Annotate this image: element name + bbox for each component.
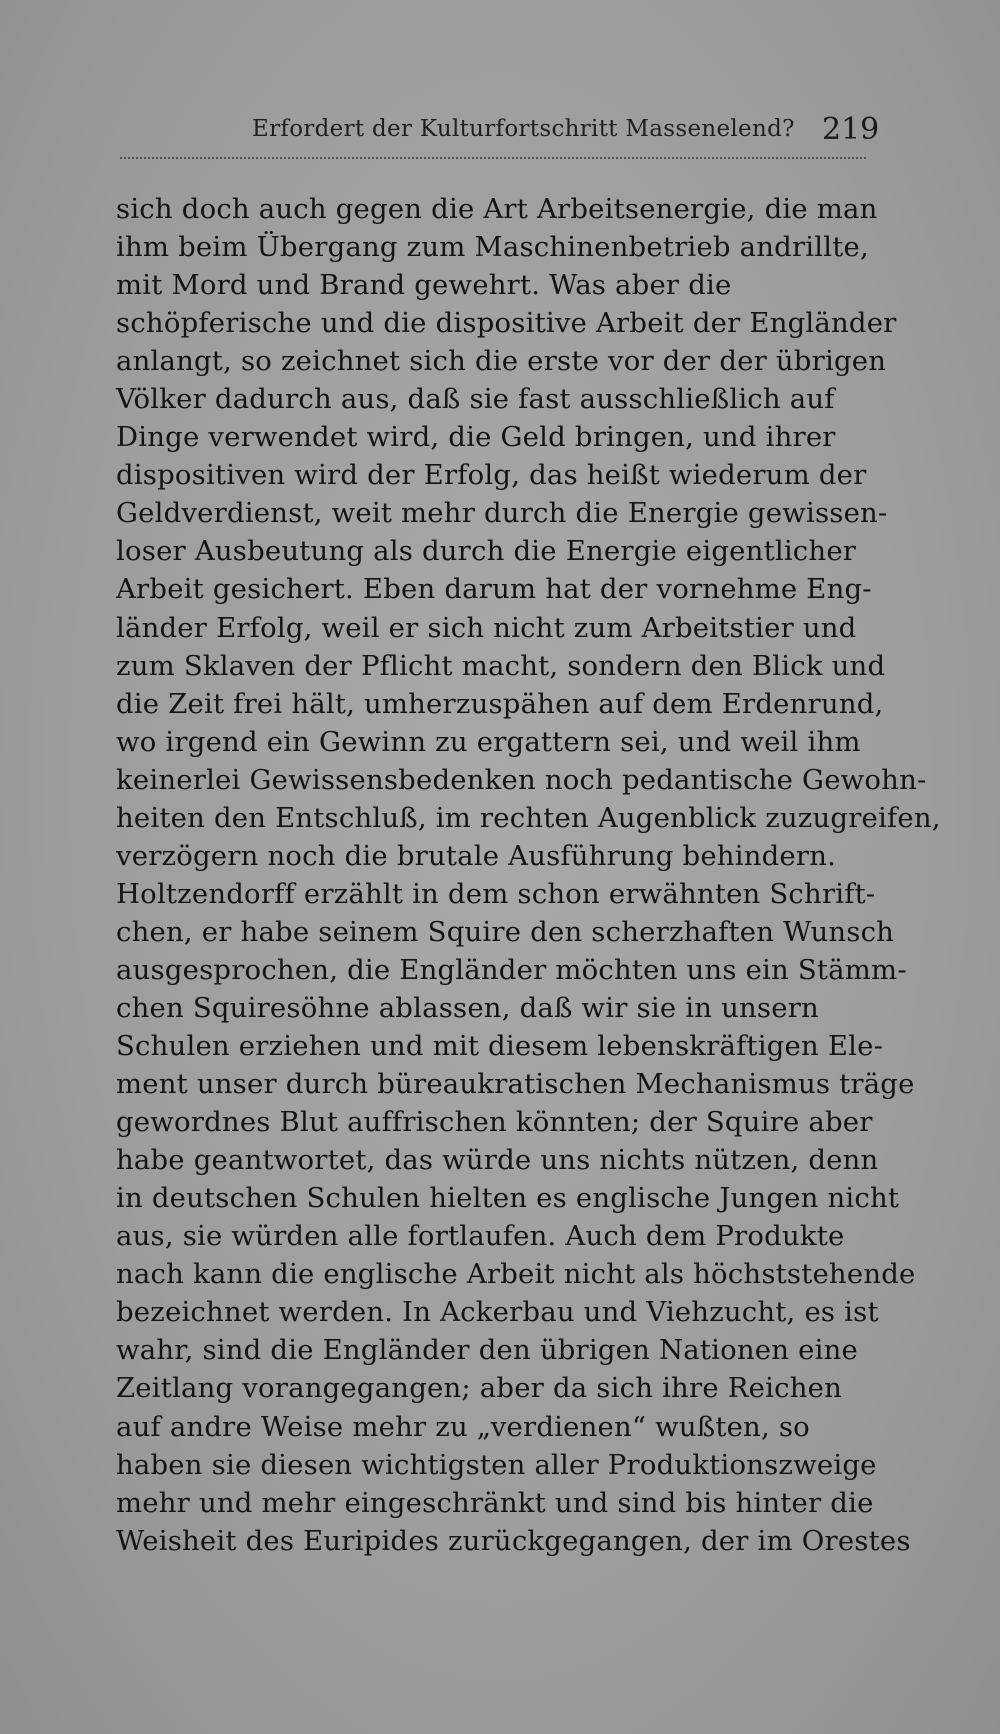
text-line: Geldverdienst, weit mehr durch die Energie gewissen- (116, 497, 888, 530)
text-line: habe geantwortet, das würde uns nichts nützen, denn (116, 1144, 879, 1177)
text-line: chen, er habe seinem Squire den scherzhaften Wunsch (116, 915, 895, 948)
text-line: wahr, sind die Engländer den übrigen Nationen eine (116, 1334, 858, 1367)
text-line: zum Sklaven der Pflicht macht, sondern den Blick und (116, 649, 886, 682)
text-line: wo irgend ein Gewinn zu ergattern sei, und weil ihm (116, 725, 861, 758)
text-line: sich doch auch gegen die Art Arbeitsenergie, die man (116, 193, 878, 225)
text-line: länder Erfolg, weil er sich nicht zum Arbeitstier und (116, 611, 857, 644)
text-line: mit Mord und Brand gewehrt. Was aber die (116, 269, 732, 302)
text-line: chen Squiresöhne ablassen, daß wir sie in unsern (116, 991, 819, 1024)
text-line: die Zeit frei hält, umherzuspähen auf dem Erdenrund, (116, 687, 884, 720)
body-text (116, 190, 941, 1560)
text-line: keinerlei Gewissensbedenken noch pedantische Gewohn- (116, 763, 927, 796)
text-line: nach kann die englische Arbeit nicht als höchststehende (116, 1258, 916, 1291)
text-line: Weisheit des Euripides zurückgegangen, der im Orestes (116, 1524, 911, 1557)
text-line: Zeitlang vorangegangen; aber da sich ihre Reichen (116, 1372, 843, 1405)
page-number: 219 (822, 112, 880, 147)
page-header (0, 112, 1000, 152)
text-line: gewordnes Blut auffrischen könnten; der Squire aber (116, 1106, 873, 1139)
text-line: loser Ausbeutung als durch die Energie eigentlicher (116, 535, 857, 568)
text-line: aus, sie würden alle fortlaufen. Auch dem Produkte (116, 1220, 845, 1253)
header-rule (120, 153, 866, 159)
text-line: mehr und mehr eingeschränkt und sind bis hinter die (116, 1486, 874, 1519)
text-line: heiten den Entschluß, im rechten Augenblick zuzugreifen, (116, 801, 941, 834)
text-line: ment unser durch büreaukratischen Mechanismus träge (116, 1068, 915, 1101)
running-title: Erfordert der Kulturfortschritt Massenelend? (252, 116, 795, 142)
text-line: anlangt, so zeichnet sich die erste vor der der übrigen (116, 345, 887, 378)
text-line: Völker dadurch aus, daß sie fast ausschließlich auf (116, 383, 835, 416)
text-line: in deutschen Schulen hielten es englische Jungen nicht (116, 1182, 900, 1215)
text-line: haben sie diesen wichtigsten aller Produktionszweige (116, 1448, 877, 1481)
text-line: ihm beim Übergang zum Maschinenbetrieb andrillte, (116, 231, 869, 264)
text-line: verzögern noch die brutale Ausführung behindern. (116, 839, 837, 872)
text-line: Arbeit gesichert. Eben darum hat der vornehme Eng- (116, 573, 872, 606)
text-line: ausgesprochen, die Engländer möchten uns ein Stämm- (116, 953, 907, 986)
text-line: Dinge verwendet wird, die Geld bringen, und ihrer (116, 421, 836, 454)
text-line: bezeichnet werden. In Ackerbau und Viehzucht, es ist (116, 1296, 879, 1329)
text-line: dispositiven wird der Erfolg, das heißt wiederum der (116, 459, 867, 492)
text-line: Holtzendorff erzählt in dem schon erwähnten Schrift- (116, 877, 876, 910)
text-line: auf andre Weise mehr zu „verdienen“ wußten, so (116, 1410, 810, 1443)
text-line: schöpferische und die dispositive Arbeit der Engländer (116, 307, 897, 340)
text-line: Schulen erziehen und mit diesem lebenskräftigen Ele- (116, 1030, 884, 1063)
